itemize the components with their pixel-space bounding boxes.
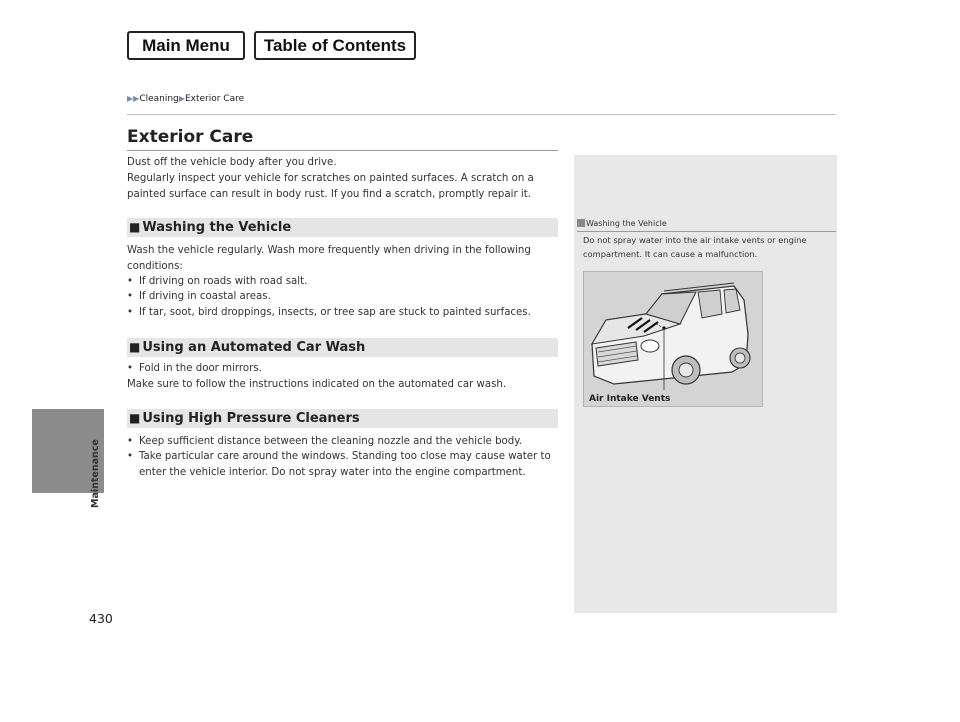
section-marker-icon: ■ [129, 340, 141, 354]
breadcrumb-separator-icon: ▶ [178, 94, 185, 103]
section-automated-heading [127, 338, 558, 357]
list-item: • Take particular care around the windows. Standing too close may cause water to enter the vehicle interior. Do not spray water into the engine compartment. [127, 449, 559, 480]
intro-line-1: Dust off the vehicle body after you drive. [127, 157, 337, 168]
list-item: • If driving on roads with road salt. [127, 274, 559, 290]
suv-icon [584, 272, 763, 407]
table-of-contents-button[interactable]: Table of Contents [254, 31, 416, 60]
breadcrumb-divider [127, 114, 836, 115]
bullet-icon: • [127, 276, 134, 287]
section-high-pressure-title: Using High Pressure Cleaners [142, 411, 360, 426]
page-title: Exterior Care [127, 127, 254, 147]
breadcrumb-arrow-icon: ▶▶ [127, 94, 140, 103]
bullet-icon: • [127, 436, 134, 447]
main-menu-button[interactable]: Main Menu [127, 31, 245, 60]
bullet-icon: • [127, 291, 134, 302]
bullet-icon: • [127, 363, 134, 374]
intro-paragraph: Regularly inspect your vehicle for scratches on painted surfaces. A scratch on a painted surface can result in body rust. If you find a scratch, promptly repair it. [127, 173, 534, 200]
sidebar-heading [577, 219, 667, 228]
washing-text: Wash the vehicle regularly. Wash more frequently when driving in the following conditions: [127, 245, 531, 272]
list-item: • If tar, soot, bird droppings, insects, or tree sap are stuck to painted surfaces. [127, 305, 559, 321]
breadcrumb [127, 94, 244, 104]
sidebar-divider [577, 231, 836, 232]
list-item: • Fold in the door mirrors. [127, 361, 559, 377]
breadcrumb-exterior-care[interactable]: Exterior Care [184, 94, 245, 104]
bullet-icon: • [127, 451, 134, 462]
list-item: • If driving in coastal areas. [127, 289, 559, 305]
title-divider [127, 150, 558, 151]
suv-illustration [583, 271, 763, 407]
section-automated-title: Using an Automated Car Wash [142, 340, 366, 355]
section-washing-heading [127, 218, 558, 237]
page-number: 430 [89, 611, 113, 626]
section-marker-icon: ■ [129, 220, 141, 234]
reference-badge-icon [577, 219, 585, 227]
section-high-pressure-heading [127, 409, 558, 428]
figure-label: Air Intake Vents [589, 394, 671, 404]
automated-text: Make sure to follow the instructions indicated on the automated car wash. [127, 379, 507, 390]
breadcrumb-cleaning-link[interactable]: Cleaning [139, 94, 179, 104]
sidebar-heading-text: Washing the Vehicle [586, 219, 667, 228]
list-item: • Keep sufficient distance between the cleaning nozzle and the vehicle body. [127, 434, 559, 450]
sidebar-note: Do not spray water into the air intake vents or engine compartment. It can cause a malfunction. [583, 235, 807, 259]
chapter-label: Maintenance [90, 439, 101, 508]
section-washing-title: Washing the Vehicle [142, 220, 292, 235]
bullet-icon: • [127, 307, 134, 318]
section-marker-icon: ■ [129, 411, 141, 425]
